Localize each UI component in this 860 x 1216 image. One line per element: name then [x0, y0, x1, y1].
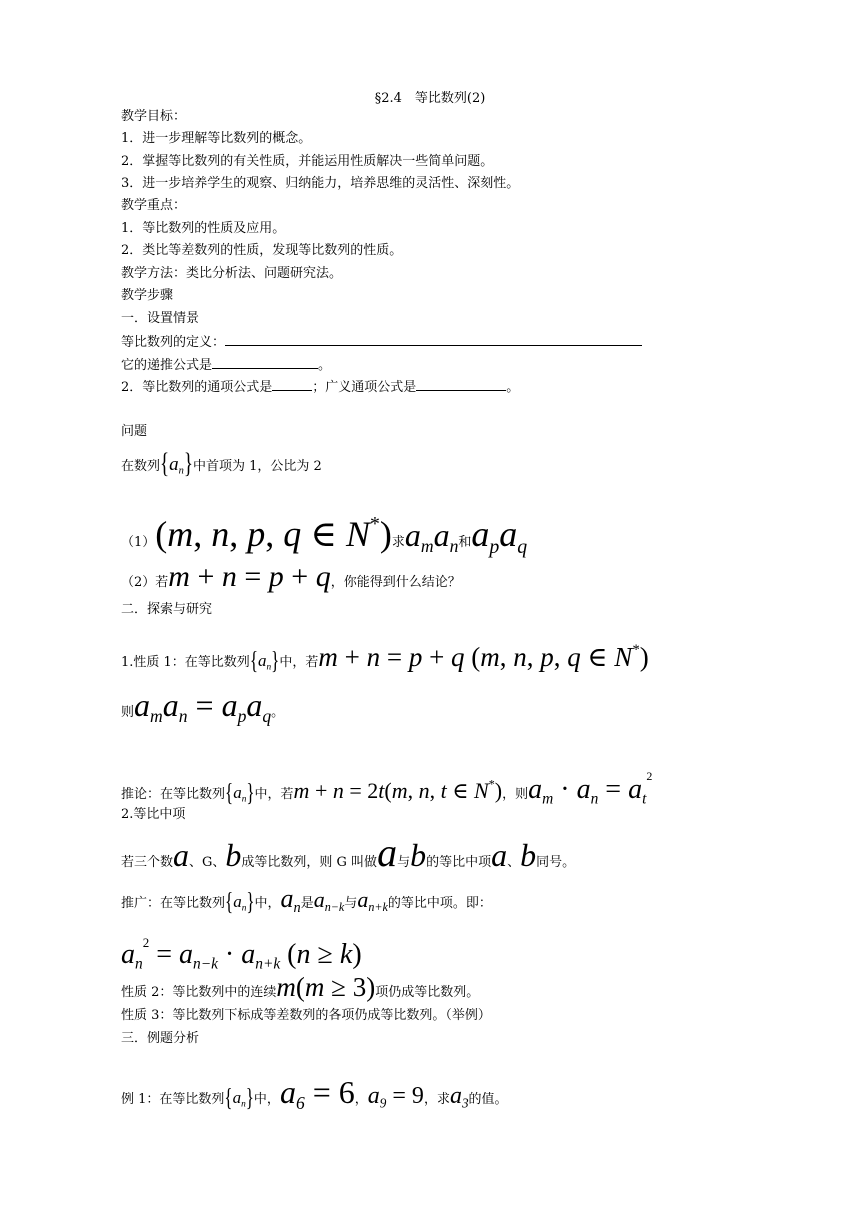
- property-1: [121, 632, 649, 685]
- q1-condition-math: (m, n, p, q ∈ N*): [155, 513, 392, 554]
- formula-blank: [272, 377, 312, 391]
- geometric-mean-heading: 2.等比中项: [121, 807, 186, 822]
- property-1-b: 中，若: [279, 654, 319, 670]
- recurrence-line: [121, 355, 331, 375]
- key-points-heading: 教学重点：: [121, 198, 187, 213]
- section-2-heading: 二．探索与研究: [121, 602, 213, 617]
- extension-b: 中，: [254, 896, 281, 911]
- mean-g: 同号。: [536, 855, 576, 870]
- geometric-mean-definition: [121, 830, 576, 883]
- mean-f: 、: [507, 855, 521, 870]
- property-2: [121, 970, 479, 1010]
- mean-d: 与: [397, 855, 411, 870]
- recurrence-end: 。: [318, 358, 332, 373]
- definition-line: [121, 332, 642, 352]
- math-b-2: b: [410, 837, 427, 873]
- key-point-item-1: 1．等比数列的性质及应用。: [121, 221, 286, 236]
- ext-an-plus-k-math: $a_{n+k}$: [357, 887, 388, 915]
- property-1-conclusion: [121, 685, 284, 736]
- recurrence-label: 它的递推公式是: [121, 358, 213, 373]
- question-1-number: （1）: [121, 534, 156, 550]
- objective-item-1: 1．进一步理解等比数列的概念。: [121, 131, 312, 146]
- mean-c: 成等比数列，则 G 叫做: [241, 855, 378, 870]
- general-formula-line: [121, 377, 519, 397]
- ext-an-minus-k-math: $a_{n-k}$: [313, 887, 345, 915]
- question-1: [121, 502, 527, 569]
- steps-heading: 教学步骤: [121, 288, 174, 303]
- objective-item-3: 3．进一步培养学生的观察、归纳能力，培养思维的灵活性、深刻性。: [121, 176, 520, 191]
- question-heading: 问题: [121, 424, 148, 439]
- extension-e: 的等比中项。即：: [387, 896, 492, 911]
- property-2-a: 性质 2：等比数列中的连续: [121, 985, 277, 1000]
- question-2-a: （2）若: [121, 575, 169, 590]
- mean-b: 、G、: [189, 855, 226, 870]
- sequence-an: $\{a_n\}$: [160, 448, 193, 480]
- general-formula-label: ；广义通项公式是: [312, 380, 417, 395]
- p1-sequence-math: $\{a_n\}$: [249, 645, 280, 675]
- example-1-e: 的值。: [468, 1092, 508, 1107]
- extension-a: 推广：在等比数列: [121, 896, 226, 911]
- question-1-and: 和: [458, 534, 472, 550]
- corollary-c: ，则: [502, 787, 529, 802]
- ext-an-math: $a_n$: [280, 884, 301, 916]
- q1-am-an-math: $a_ma_n$: [404, 516, 459, 556]
- formula-end: 。: [506, 380, 520, 395]
- q2-index-math: m + n = p + q: [168, 560, 331, 593]
- ext-sequence-math: $\{a_n\}$: [225, 887, 255, 916]
- example-1-d: ，求: [423, 1092, 450, 1107]
- cor-result-math: $a_m \cdot a_n = a_t^2$: [528, 769, 653, 808]
- section-1-heading: 一．设置情景: [121, 311, 200, 326]
- property-1-end: 。: [271, 705, 285, 720]
- formula-label: 2．等比数列的通项公式是: [121, 380, 273, 395]
- example-1: [121, 1072, 508, 1124]
- section-3-heading: 三．例题分析: [121, 1031, 200, 1046]
- example-1-b: 中，: [253, 1092, 280, 1107]
- mean-e: 的等比中项: [426, 855, 492, 870]
- property-1-a: 1.性质 1：在等比数列: [121, 654, 250, 670]
- page-title: §2.4 等比数列(2): [374, 91, 486, 106]
- extension-c: 是: [300, 896, 314, 911]
- ext-formula-math: $a_n^2 = a_{n-k} \cdot a_{n+k}$ (n ≥ k): [121, 935, 362, 973]
- extension-d: 与: [344, 896, 358, 911]
- example-1-a: 例 1：在等比数列: [121, 1092, 225, 1107]
- ex1-a6-math: $a_6 = 6$: [279, 1074, 355, 1114]
- math-a: a: [173, 837, 190, 873]
- question-2: [121, 560, 461, 600]
- property-1-then: 则: [121, 705, 135, 720]
- mean-a: 若三个数: [121, 855, 174, 870]
- corollary-b: 中，若: [254, 787, 294, 802]
- p2-math: m(m ≥ 3): [276, 972, 376, 1002]
- math-a-2: a: [491, 837, 508, 873]
- math-b: b: [225, 837, 242, 873]
- question-intro-b: 中首项为 1，公比为 2: [192, 459, 322, 474]
- cor-sequence-math: $\{a_n\}$: [225, 778, 255, 807]
- question-1-seek: 求: [391, 534, 405, 550]
- general-formula-blank: [416, 377, 506, 391]
- corollary-a: 推论：在等比数列: [121, 787, 226, 802]
- q1-ap-aq-math: $a_pa_q$: [471, 513, 528, 558]
- teaching-method: 教学方法：类比分析法、问题研究法。: [121, 266, 343, 281]
- math-a-large: a: [377, 830, 398, 875]
- cor-condition-math: m + n = 2t(m, n, t ∈ N*): [293, 777, 503, 803]
- ex1-a3-math: $a_3$: [449, 1083, 469, 1111]
- ex1-a9-math: $a_9 = 9$: [367, 1083, 424, 1111]
- question-2-b: ，你能得到什么结论？: [330, 575, 461, 590]
- recurrence-blank: [212, 355, 318, 369]
- objective-item-2: 2．掌握等比数列的有关性质，并能运用性质解决一些简单问题。: [121, 154, 494, 169]
- corollary: [121, 756, 652, 819]
- question-intro-a: 在数列: [121, 459, 161, 474]
- math-b-3: b: [520, 837, 537, 873]
- key-point-item-2: 2．类比等差数列的性质，发现等比数列的性质。: [121, 243, 403, 258]
- objectives-heading: 教学目标：: [121, 109, 187, 124]
- extension: [121, 883, 492, 924]
- ex1-sequence-math: $\{a_n\}$: [224, 1083, 254, 1112]
- example-1-c: ，: [354, 1092, 368, 1107]
- p1-result-math: $a_ma_n = a_pa_q$: [134, 687, 272, 727]
- p1-condition-math: m + n = p + q (m, n, p, q ∈ N*): [318, 641, 649, 672]
- definition-blank: [225, 332, 642, 346]
- property-3: 性质 3：等比数列下标成等差数列的各项仍成等比数列。（举例）: [121, 1008, 491, 1023]
- question-intro: [121, 448, 322, 485]
- definition-label: 等比数列的定义：: [121, 335, 226, 350]
- property-2-b: 项仍成等比数列。: [375, 985, 480, 1000]
